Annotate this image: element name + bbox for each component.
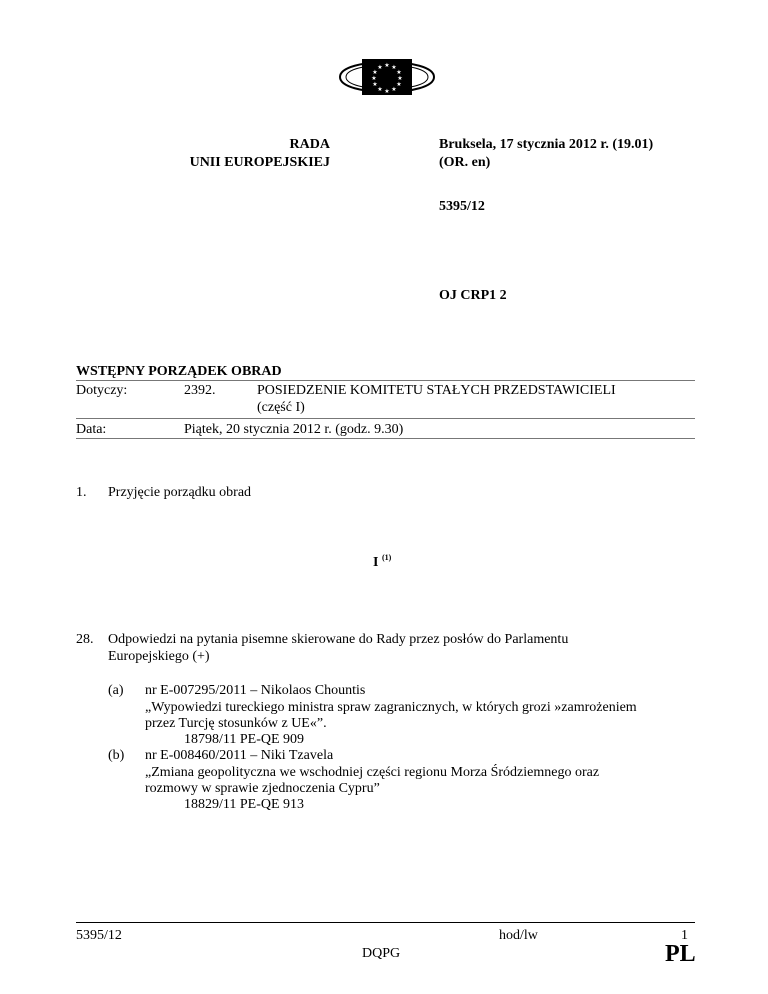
section-roman: I [373,555,379,570]
document-number: 5395/12 [439,199,485,214]
date-block [439,136,653,172]
svg-text:★: ★ [391,86,397,93]
eu-council-logo [336,51,438,103]
svg-text:★: ★ [397,75,403,82]
reference-code: OJ CRP1 2 [439,288,507,303]
sub-item-b-line-1: nr E-008460/2011 – Niki Tzavela [145,748,334,763]
section-heading [373,555,391,571]
svg-text:★: ★ [372,81,378,88]
svg-text:★: ★ [372,69,378,76]
meeting-date: Piątek, 20 stycznia 2012 r. (godz. 9.30) [184,422,404,437]
sub-item-a-reference: 18798/11 PE-QE 909 [184,732,305,747]
sub-item-b-line-2: „Zmiana geopolityczna we wschodniej części regionu Morza Śródziemnego oraz [145,765,600,780]
meeting-part: (część I) [257,400,305,415]
sub-item-b-label: (b) [108,748,125,763]
svg-text:★: ★ [377,86,383,93]
meeting-number: 2392. [184,383,216,398]
subject-label: Dotyczy: [76,383,128,398]
sub-item-a-line-3: przez Turcję stosunków z UE«”. [145,716,327,731]
item-28-line-2: Europejskiego (+) [108,649,210,664]
svg-text:★: ★ [396,81,402,88]
svg-text:★: ★ [384,62,390,69]
sub-item-b-line-3: rozmowy w sprawie zjednoczenia Cypru” [145,781,380,796]
item-1-number: 1. [76,485,87,500]
footer-document-number: 5395/12 [76,928,122,943]
svg-text:★: ★ [391,64,397,71]
eu-stars-emblem-icon [336,51,438,103]
agenda-title: WSTĘPNY PORZĄDEK OBRAD [76,364,282,379]
footer-language-code: PL [665,941,696,967]
footer-page-number: 1 [681,928,688,943]
meeting-title: POSIEDZENIE KOMITETU STAŁYCH PRZEDSTAWICIELI [257,383,616,398]
date-line-2: (OR. en) [439,155,491,170]
council-line-1: RADA [289,137,330,152]
council-name [150,136,330,172]
svg-text:★: ★ [396,69,402,76]
svg-text:★: ★ [371,75,377,82]
divider-bottom [76,438,695,439]
council-line-2: UNII EUROPEJSKIEJ [189,155,330,170]
date-label: Data: [76,422,107,437]
section-footnote-ref: (1) [381,553,392,562]
item-28-number: 28. [76,632,94,647]
sub-item-a-line-2: „Wypowiedzi tureckiego ministra spraw zagranicznych, w których grozi »zamrożeniem [145,700,637,715]
footer-initials: hod/lw [499,928,538,943]
date-line-1: Bruksela, 17 stycznia 2012 r. (19.01) [439,137,654,152]
divider-middle [76,418,695,419]
item-28-line-1: Odpowiedzi na pytania pisemne skierowane do Rady przez posłów do Parlamentu [108,632,569,647]
footer-divider [76,922,695,923]
divider-top [76,380,695,381]
svg-text:★: ★ [377,64,383,71]
sub-item-b-reference: 18829/11 PE-QE 913 [184,797,305,812]
footer-department: DQPG [362,946,401,961]
sub-item-a-label: (a) [108,683,124,698]
svg-text:★: ★ [384,88,390,95]
item-1-text: Przyjęcie porządku obrad [108,485,252,500]
sub-item-a-line-1: nr E-007295/2011 – Nikolaos Chountis [145,683,366,698]
